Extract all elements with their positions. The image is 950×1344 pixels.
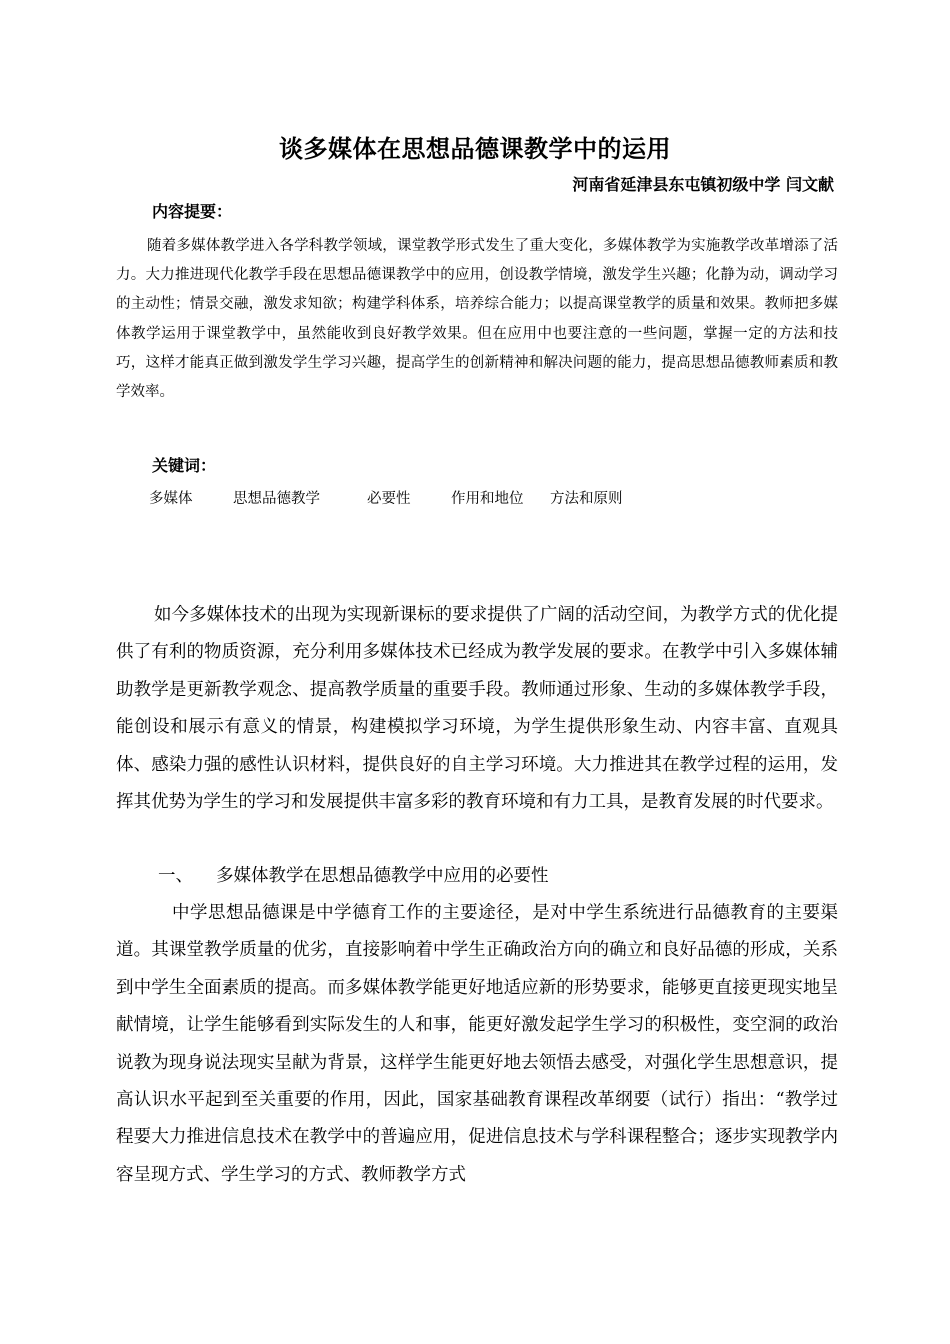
section-heading bbox=[158, 858, 549, 895]
document-title: 谈多媒体在思想品德课教学中的运用 bbox=[279, 135, 671, 163]
keywords-heading: 关键词： bbox=[152, 456, 217, 475]
abstract-paragraph: 随着多媒体教学进入各学科教学领域，课堂教学形式发生了重大变化，多媒体教学为实施教学改革增添了活力。大力推进现代化教学手段在思想品德课教学中的应用，创设教学情境，激发学生兴趣；化静为动，调动学习的主动性；情景交融，激发求知欲；构建学科体系，培养综合能力；以提高课堂教学的质量和效果。教师把多媒体教学运用于课堂教学中，虽然能收到良好教学效果。但在应用中也要注意的一些问题，掌握一定的方法和技巧，这样才能真正做到激发学生学习兴趣，提高学生的创新精神和解决问题的能力，提高思想品德教师素质和教学效率。 bbox=[116, 238, 838, 401]
intro-paragraph: 如今多媒体技术的出现为实现新课标的要求提供了广阔的活动空间，为教学方式的优化提供了有利的物质资源，充分利用多媒体技术已经成为教学发展的要求。在教学中引入多媒体辅助教学是更新教学观念、提高教学质量的重要手段。教师通过形象、生动的多媒体教学手段，能创设和展示有意义的情景，构建模拟学习环境，为学生提供形象生动、内容丰富、直观具体、感染力强的感性认识材料，提供良好的自主学习环境。大力推进其在教学过程的运用，发挥其优势为学生的学习和发展提供丰富多彩的教育环境和有力工具，是教育发展的时代要求。 bbox=[116, 605, 838, 813]
keyword-item: 方法和原则 bbox=[550, 491, 623, 507]
keyword-item: 作用和地位 bbox=[451, 491, 524, 507]
keywords-list bbox=[149, 487, 623, 511]
keyword-item: 思想品德教学 bbox=[233, 491, 320, 507]
section-number: 一、 bbox=[158, 866, 193, 886]
section-title: 多媒体教学在思想品德教学中应用的必要性 bbox=[216, 866, 549, 886]
keyword-item: 必要性 bbox=[367, 491, 411, 507]
author-line: 河南省延津县东屯镇初级中学 闫文献 bbox=[572, 175, 834, 194]
section-paragraph: 中学思想品德课是中学德育工作的主要途径，是对中学生系统进行品德教育的主要渠道。其课堂教学质量的优劣，直接影响着中学生正确政治方向的确立和良好品德的形成，关系到中学生全面素质的提高。而多媒体教学能更好地适应新的形势要求，能够更直接更现实地呈献情境，让学生能够看到实际发生的人和事，能更好激发起学生学习的积极性，变空洞的政治说教为现身说法现实呈献为背景，这样学生能更好地去领悟去感受，对强化学生思想意识，提高认识水平起到至关重要的作用，因此，国家基础教育课程改革纲要（试行）指出：“教学过程要大力推进信息技术在教学中的普遍应用，促进信息技术与学科课程整合；逐步实现教学内容呈现方式、学生学习的方式、教师教学方式 bbox=[116, 903, 838, 1185]
keyword-item: 多媒体 bbox=[149, 491, 193, 507]
abstract-heading: 内容提要： bbox=[152, 202, 233, 221]
